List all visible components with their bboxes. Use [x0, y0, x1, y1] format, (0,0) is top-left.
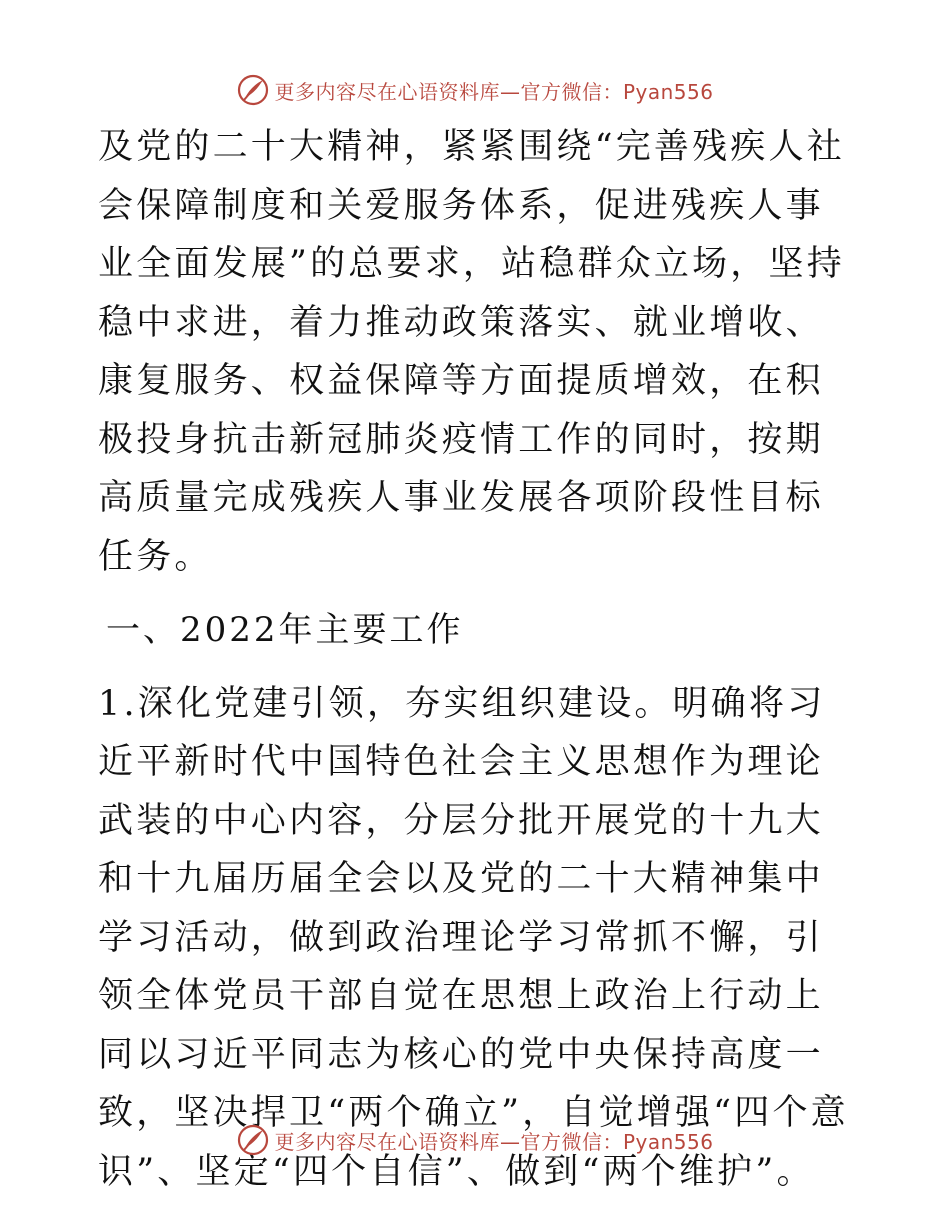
feather-quill-icon — [236, 1123, 270, 1157]
body-paragraph-2: 1.深化党建引领，夯实组织建设。明确将习近平新时代中国特色社会主义思想作为理论武装的中心内容，分层分批开展党的十九大和十九届历届全会以及党的二十大精神集中学习活动，做到政治理论学习常抓不懈，引领全体党员干部自觉在思想上政治上行动上同以习近平同志为核心的党中央保持高度一致，坚决捍卫“两个确立”，自觉增强“四个意识”、坚定“四个自信”、做到“两个维护”。 — [98, 683, 849, 1192]
watermark-text: 更多内容尽在心语资料库—官方微信：Pyan556 — [274, 79, 714, 104]
document-body — [98, 118, 858, 1201]
watermark-text: 更多内容尽在心语资料库—官方微信：Pyan556 — [274, 1129, 714, 1154]
body-paragraph-1: 及党的二十大精神，紧紧围绕“完善残疾人社会保障制度和关爱服务体系，促进残疾人事业全面发展”的总要求，站稳群众立场，坚持稳中求进，着力推动政策落实、就业增收、康复服务、权益保障等方面提质增效，在积极投身抗击新冠肺炎疫情工作的同时，按期高质量完成残疾人事业发展各项阶段性目标任务。 — [98, 127, 845, 577]
section-heading: 一、2022年主要工作 — [106, 610, 464, 650]
header-watermark — [0, 70, 950, 110]
footer-watermark — [0, 1120, 950, 1160]
feather-quill-icon — [236, 73, 270, 107]
